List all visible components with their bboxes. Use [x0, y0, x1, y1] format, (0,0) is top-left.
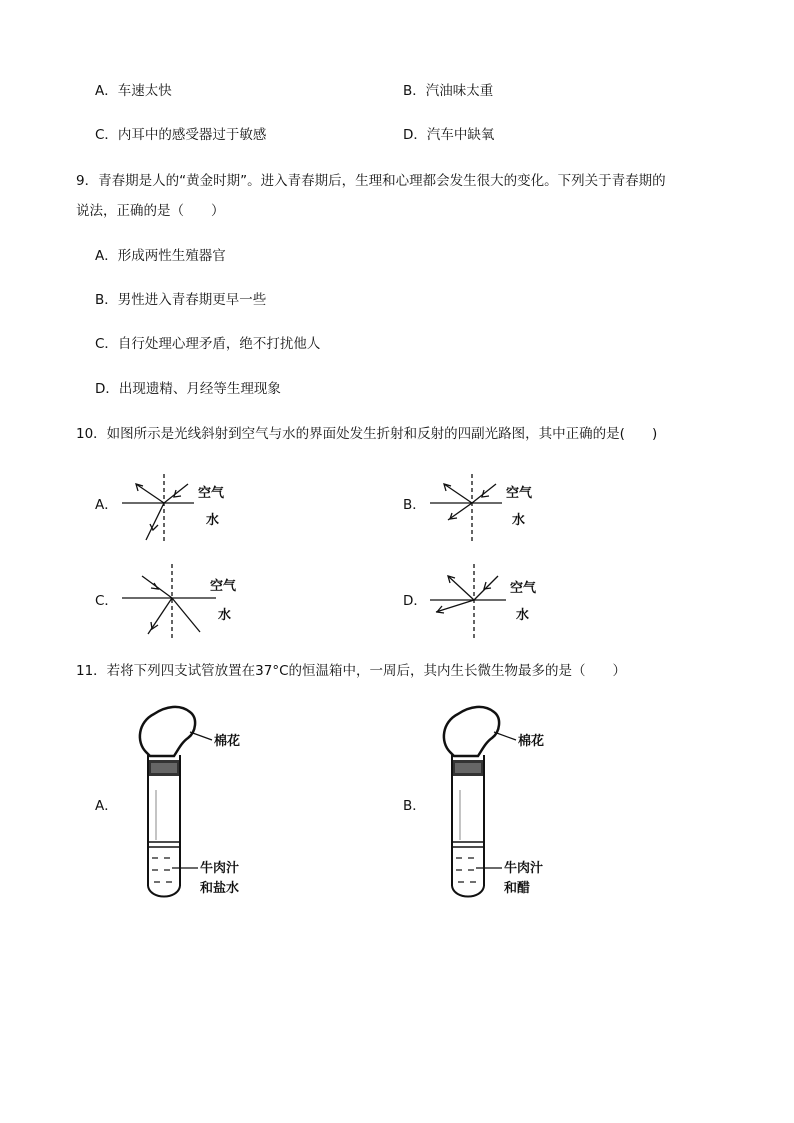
- q9-option-c[interactable]: C．自行处理心理矛盾，绝不打扰他人: [95, 336, 321, 352]
- q8-option-b[interactable]: B．汽油味太重: [403, 83, 494, 99]
- q10-diagram-b[interactable]: [426, 470, 548, 548]
- q11-option-b-label[interactable]: B．: [403, 798, 426, 814]
- q11-b-liquid-label-2: 和醋: [504, 881, 531, 896]
- q9-option-b[interactable]: B．男性进入青春期更早一些: [95, 292, 267, 308]
- q10-option-d-label[interactable]: D．: [403, 593, 427, 609]
- q11-b-liquid-label-1: 牛肉汁: [504, 861, 544, 876]
- q8-option-c[interactable]: C．内耳中的感受器过于敏感: [95, 127, 267, 143]
- q10-option-c-label[interactable]: C．: [95, 593, 118, 609]
- q10-c-air-label: 空气: [210, 579, 237, 594]
- q11-stem: 11．若将下列四支试管放置在37°C的恒温箱中，一周后，其内生长微生物最多的是（ ）: [76, 663, 627, 679]
- q10-b-water-label: 水: [512, 513, 526, 528]
- q10-a-air-label: 空气: [198, 486, 225, 501]
- q11-test-tube-b[interactable]: [436, 700, 566, 905]
- q9-stem-line2: 说法，正确的是（ ）: [76, 203, 225, 219]
- q8-option-a[interactable]: A．车速太快: [95, 83, 172, 99]
- q10-b-air-label: 空气: [506, 486, 533, 501]
- q10-option-a-label[interactable]: A．: [95, 497, 118, 513]
- q10-c-water-label: 水: [218, 608, 232, 623]
- q9-stem-line1: 9．青春期是人的“黄金时期”。进入青春期后，生理和心理都会发生很大的变化。下列关于青春期的: [76, 173, 666, 189]
- q10-diagram-a[interactable]: [118, 470, 240, 548]
- q11-a-liquid-label-1: 牛肉汁: [200, 861, 240, 876]
- q10-stem: 10．如图所示是光线斜射到空气与水的界面处发生折射和反射的四副光路图，其中正确的是( ): [76, 426, 658, 442]
- q9-option-a[interactable]: A．形成两性生殖器官: [95, 248, 226, 264]
- q11-a-liquid-label-2: 和盐水: [200, 881, 240, 896]
- q9-option-d[interactable]: D．出现遗精、月经等生理现象: [95, 381, 281, 397]
- q10-d-air-label: 空气: [510, 581, 537, 596]
- q8-option-d[interactable]: D．汽车中缺氧: [403, 127, 495, 143]
- q11-test-tube-a[interactable]: [132, 700, 262, 905]
- q10-d-water-label: 水: [516, 608, 530, 623]
- q11-a-cotton-label: 棉花: [214, 734, 241, 749]
- q11-b-cotton-label: 棉花: [518, 734, 545, 749]
- q10-diagram-c[interactable]: [118, 562, 248, 642]
- q10-diagram-d[interactable]: [426, 562, 556, 642]
- q10-option-b-label[interactable]: B．: [403, 497, 426, 513]
- q11-option-a-label[interactable]: A．: [95, 798, 118, 814]
- q10-a-water-label: 水: [206, 513, 220, 528]
